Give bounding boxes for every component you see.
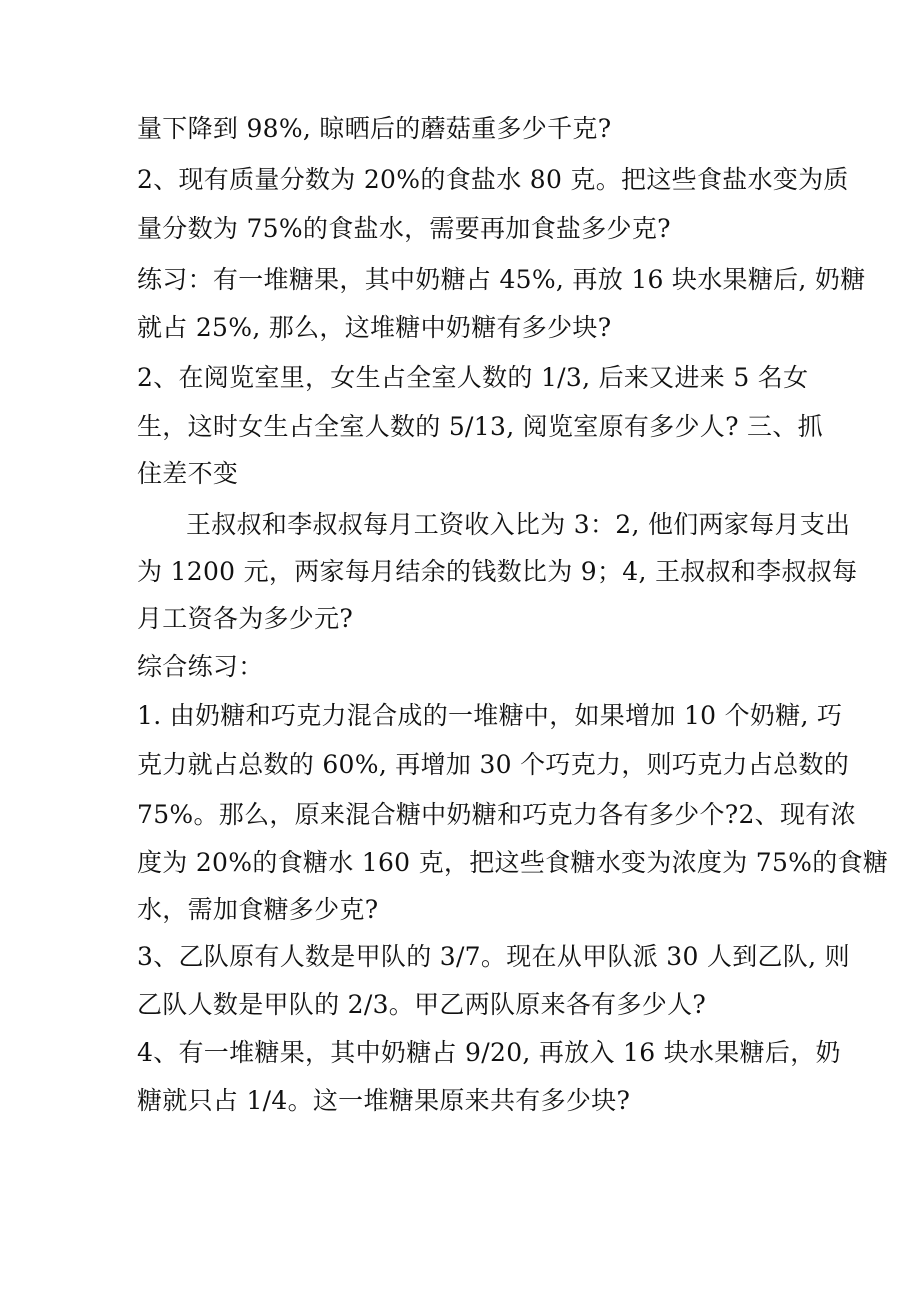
text-line: 2、现有质量分数为 20%的食盐水 80 克。把这些食盐水变为质 <box>137 165 849 194</box>
text-line: 水，需加食糖多少克? <box>137 895 379 924</box>
text-line: 为 1200 元，两家每月结余的钱数比为 9；4, 王叔叔和李叔叔每 <box>137 557 858 586</box>
text-line: 2、在阅览室里，女生占全室人数的 1/3, 后来又进来 5 名女 <box>137 363 809 392</box>
section-heading: 综合练习： <box>137 652 264 681</box>
text-line: 75%。那么，原来混合糖中奶糖和巧克力各有多少个?2、现有浓 <box>137 800 856 829</box>
text-line: 住差不变 <box>137 459 239 488</box>
text-line: 3、乙队原有人数是甲队的 3/7。现在从甲队派 30 人到乙队, 则 <box>137 942 850 971</box>
text-line: 量下降到 98%, 晾晒后的蘑菇重多少千克? <box>137 114 612 143</box>
text-line: 克力就占总数的 60%, 再增加 30 个巧克力，则巧克力占总数的 <box>137 750 850 779</box>
text-line: 4、有一堆糖果，其中奶糖占 9/20, 再放入 16 块水果糖后，奶 <box>137 1038 841 1067</box>
text-line: 度为 20%的食糖水 160 克，把这些食糖水变为浓度为 75%的食糖 <box>137 848 889 877</box>
text-line: 练习：有一堆糖果，其中奶糖占 45%, 再放 16 块水果糖后, 奶糖 <box>137 265 866 294</box>
text-line: 糖就只占 1/4。这一堆糖果原来共有多少块? <box>137 1086 631 1115</box>
text-line: 王叔叔和李叔叔每月工资收入比为 3：2, 他们两家每月支出 <box>186 510 851 539</box>
text-line: 生，这时女生占全室人数的 5/13, 阅览室原有多少人? 三、抓 <box>137 412 823 441</box>
text-line: 乙队人数是甲队的 2/3。甲乙两队原来各有多少人? <box>137 990 707 1019</box>
text-line: 月工资各为多少元? <box>137 604 354 633</box>
text-line: 量分数为 75%的食盐水，需要再加食盐多少克? <box>137 214 671 243</box>
text-line: 就占 25%, 那么，这堆糖中奶糖有多少块? <box>137 313 612 342</box>
text-line: 1. 由奶糖和巧克力混合成的一堆糖中，如果增加 10 个奶糖, 巧 <box>137 701 843 730</box>
